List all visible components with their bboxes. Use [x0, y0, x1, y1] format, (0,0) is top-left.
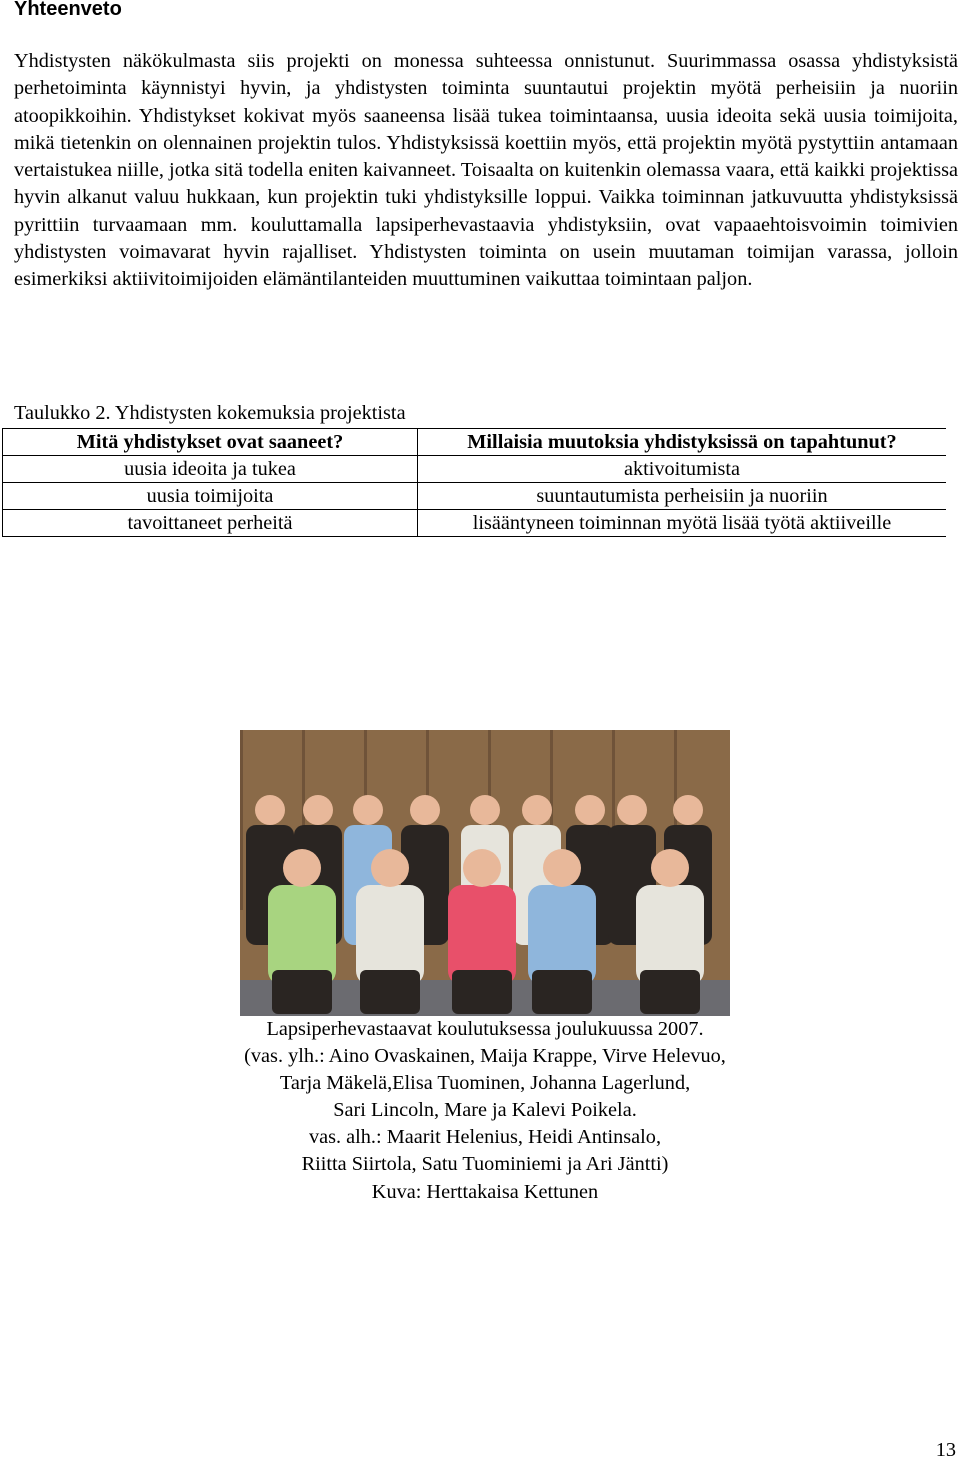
photo-person-front-legs	[360, 970, 420, 1014]
table-row	[3, 483, 947, 510]
photo-person-front-head	[543, 849, 581, 887]
photo-person-back-head	[673, 795, 703, 825]
table-cell: tavoittaneet perheitä	[3, 510, 418, 537]
photo-person-front-legs	[272, 970, 332, 1014]
photo-person-back-head	[255, 795, 285, 825]
photo-person-back-head	[522, 795, 552, 825]
group-photo-illustration	[240, 730, 730, 1016]
section-heading: Yhteenveto	[14, 0, 122, 20]
table-header-row	[3, 429, 947, 456]
table-cell: uusia toimijoita	[3, 483, 418, 510]
caption-line: vas. alh.: Maarit Helenius, Heidi Antinsalo,	[308, 1126, 662, 1149]
table-cell: lisääntyneen toiminnan myötä lisää työtä aktiiveille	[418, 510, 947, 537]
table-header-cell: Mitä yhdistykset ovat saaneet?	[3, 429, 418, 456]
photo-person-back-head	[470, 795, 500, 825]
table-header-cell: Millaisia muutoksia yhdistyksissä on tapahtunut?	[418, 429, 947, 456]
table-caption: Taulukko 2. Yhdistysten kokemuksia projektista	[14, 402, 406, 424]
table-row	[3, 456, 947, 483]
photo-person-front-legs	[452, 970, 512, 1014]
caption-line: Lapsiperhevastaavat koulutuksessa joulukuussa 2007.	[266, 1018, 704, 1040]
caption-line: Kuva: Herttakaisa Kettunen	[371, 1180, 599, 1203]
photo-person-front-legs	[532, 970, 592, 1014]
photo-person-front-head	[371, 849, 409, 887]
page-number: 13	[935, 1439, 956, 1461]
photo-person-back-head	[353, 795, 383, 825]
table-row	[3, 510, 947, 537]
table-cell: uusia ideoita ja tukea	[3, 456, 418, 483]
photo-person-front-head	[463, 849, 501, 887]
group-photo	[240, 730, 730, 1016]
body-paragraph: Yhdistysten näkökulmasta siis projekti on monessa suhteessa onnistunut. Suurimmassa osassa yhdistyksistä perhetoiminta käynnistyi hyvin, ja yhdistysten toiminta suuntautui projektin myötä perheisiin ja nuoriin atoopikkoihin. Yhdistykset kokivat myös saaneensa lisää tukea toimintaansa, uusia ideoita sekä uusia toimijoita, mikä tietenkin on olennainen projektin tulos. Yhdistyksissä koettiin myös, että projektin myötä pystyttiin antamaan vertaistukea niille, jotka sitä todella eniten kaivanneet. Toisaalta on kuitenkin olemassa vaara, että kaikki projektissa hyvin alkanut valuu hukkaan, kun projektin tuki yhdistyksille loppui. Vaikka toiminnan jatkuvuutta yhdistyksissä pyrittiin turvaamaan mm. kouluttamalla lapsiperhevastaavia yhdistyksiin, ovat vapaaehtoisvoimin toimivien yhdistysten voimavarat hyvin rajalliset. Yhdistysten toiminta on usein muutaman toimijan varassa, jolloin esimerkiksi aktiivitoimijoiden elämäntilanteiden muuttuminen vaikuttaa toimintaan paljon.	[14, 50, 958, 291]
table-cell: aktivoitumista	[418, 456, 947, 483]
caption-line: Tarja Mäkelä,Elisa Tuominen, Johanna Lagerlund,	[279, 1072, 691, 1095]
table-cell: suuntautumista perheisiin ja nuoriin	[418, 483, 947, 510]
photo-caption	[200, 1016, 770, 1206]
photo-person-back-head	[410, 795, 440, 825]
photo-person-front-head	[283, 849, 321, 887]
caption-line: Riitta Siirtola, Satu Tuominiemi ja Ari Jäntti)	[301, 1153, 669, 1176]
photo-wall-panel-line	[240, 730, 243, 910]
photo-person-back-head	[303, 795, 333, 825]
caption-line: (vas. ylh.: Aino Ovaskainen, Maija Krappe, Virve Helevuo,	[244, 1045, 726, 1068]
experiences-table	[2, 428, 946, 537]
photo-person-front-head	[651, 849, 689, 887]
photo-person-back-head	[575, 795, 605, 825]
photo-person-back-head	[617, 795, 647, 825]
photo-person-front-legs	[640, 970, 700, 1014]
caption-line: Sari Lincoln, Mare ja Kalevi Poikela.	[333, 1099, 637, 1122]
